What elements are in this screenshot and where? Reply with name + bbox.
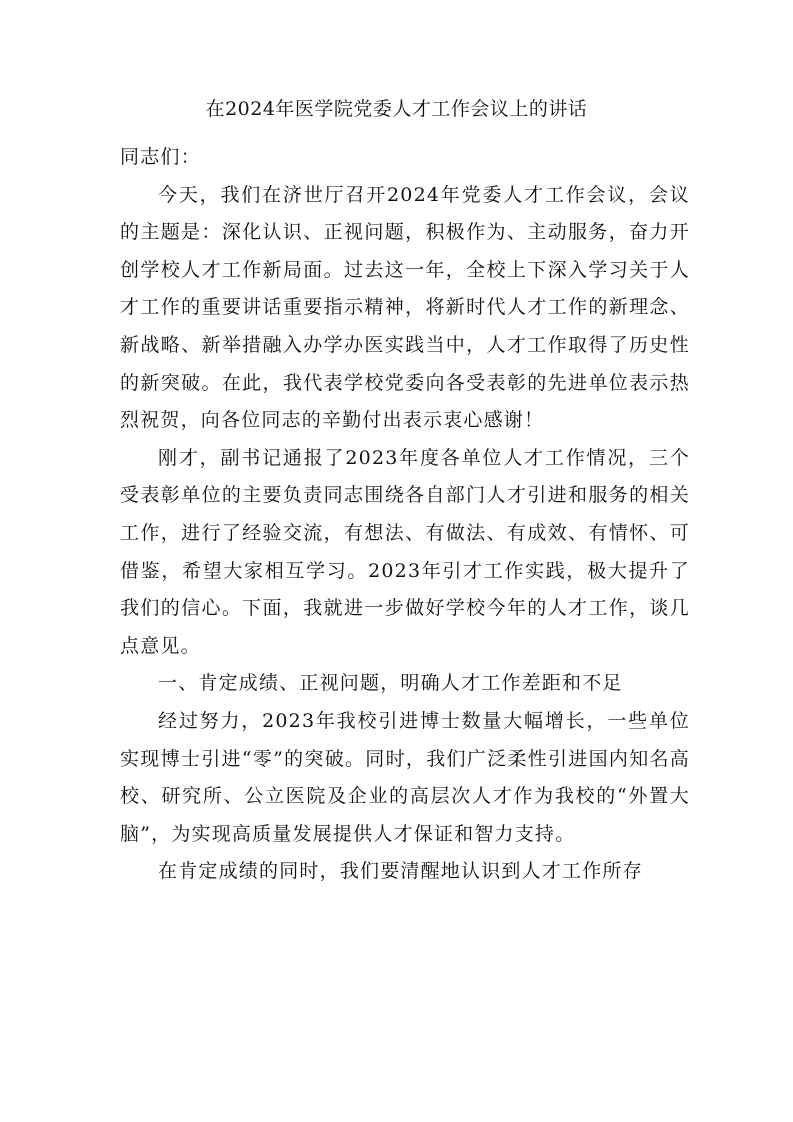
- section-heading-1: 一、肯定成绩、正视问题，明确人才工作差距和不足: [158, 672, 623, 695]
- salutation: 同志们：: [120, 146, 201, 168]
- document-body: [120, 139, 690, 891]
- paragraph-achievements: 经过努力，2023年我校引进博士数量大幅增长，一些单位实现博士引进“零”的突破。同时，我们广泛柔性引进国内知名高校、研究所、公立医院及企业的高层次人才作为我校的“外置大脑”，为实现高质量发展提供人才保证和智力支持。: [120, 709, 690, 845]
- paragraph-report-summary: 刚才，副书记通报了2023年度各单位人才工作情况，三个受表彰单位的主要负责同志围绕各自部门人才引进和服务的相关工作，进行了经验交流，有想法、有做法、有成效、有情怀、可借鉴，希望大家相互学习。2023年引才工作实践，极大提升了我们的信心。下面，我就进一步做好学校今年的人才工作，谈几点意见。: [120, 446, 690, 657]
- document-title: 在2024年医学院党委人才工作会议上的讲话: [205, 98, 588, 120]
- paragraph-opening: 今天，我们在济世厅召开2024年党委人才工作会议，会议的主题是：深化认识、正视问题，积极作为、主动服务，奋力开创学校人才工作新局面。过去这一年，全校上下深入学习关于人才工作的重要讲话重要指示精神，将新时代人才工作的新理念、新战略、新举措融入办学办医实践当中，人才工作取得了历史性的新突破。在此，我代表学校党委向各受表彰的先进单位表示热烈祝贺，向各位同志的辛勤付出表示衷心感谢！: [120, 183, 690, 432]
- paragraph-problems: 在肯定成绩的同时，我们要清醒地认识到人才工作所存: [158, 860, 643, 883]
